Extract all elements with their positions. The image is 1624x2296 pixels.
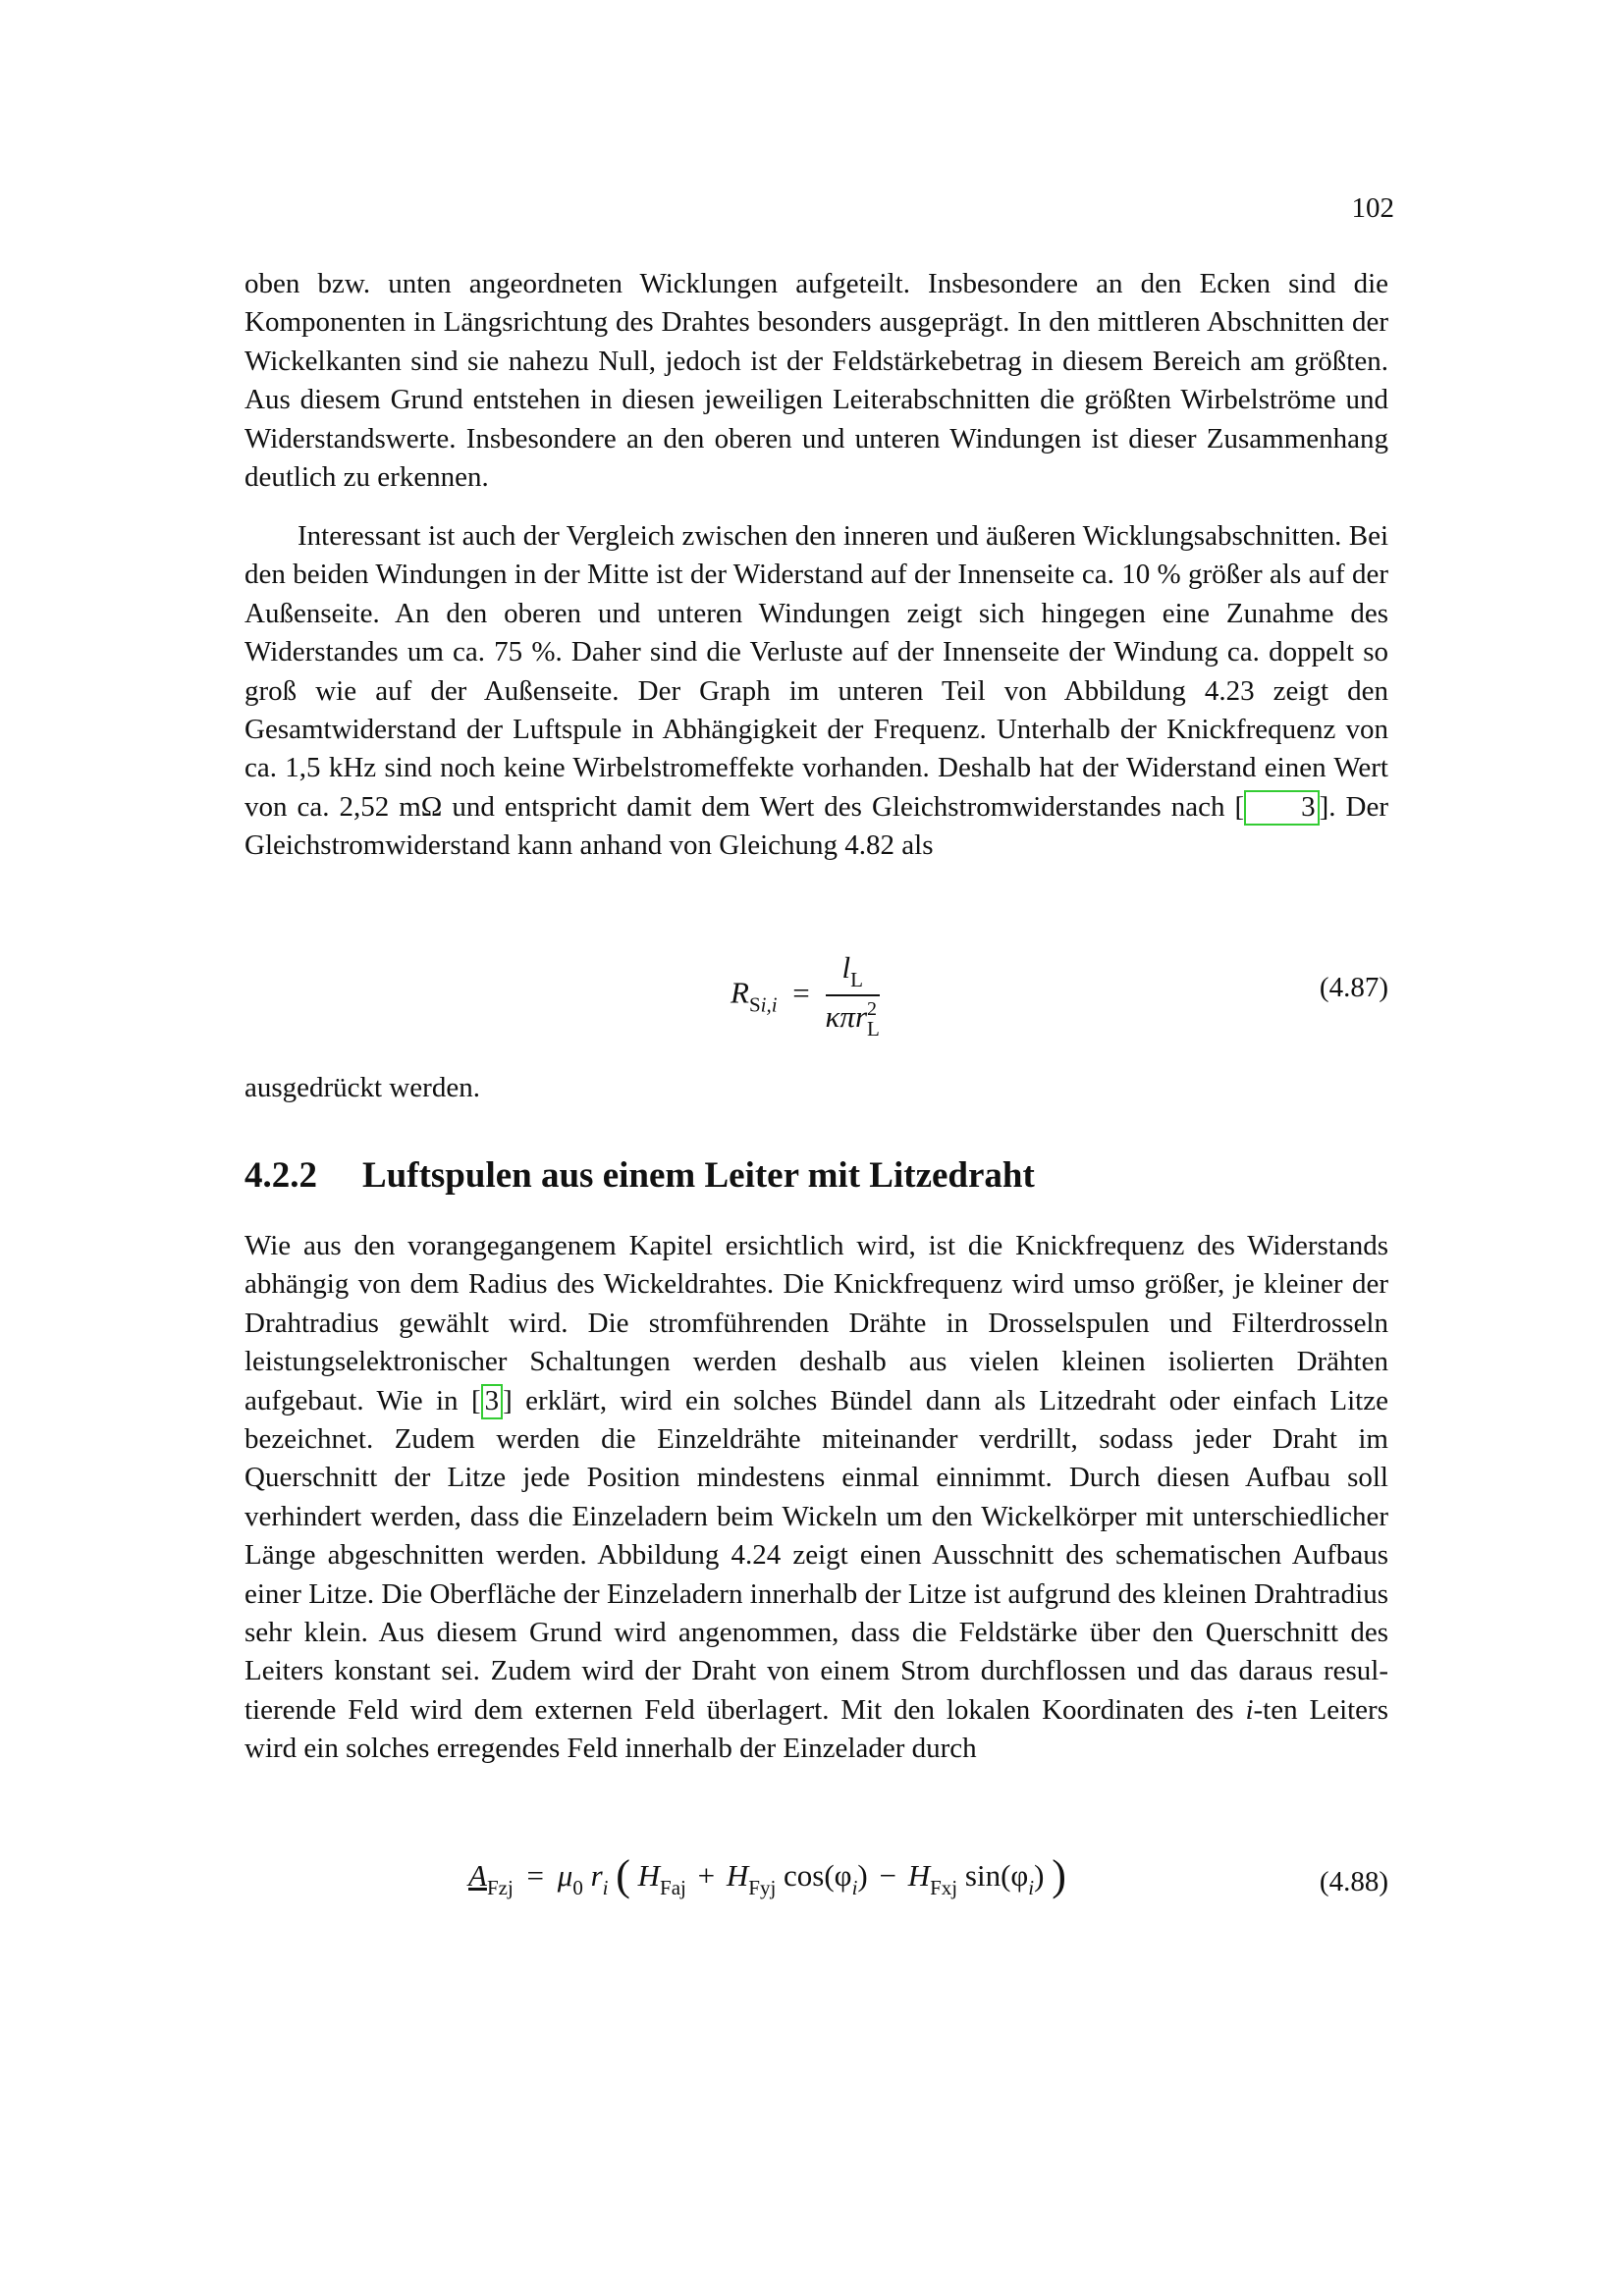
eq488-h1-sub: Faj: [660, 1876, 686, 1899]
eq488-cos-close: ): [857, 1858, 868, 1893]
paragraph-3: ausgedrückt werden.: [244, 1072, 480, 1103]
eq488-sin-sub: i: [1028, 1876, 1035, 1899]
section-heading: [244, 1154, 1035, 1197]
eq488-sin: sin(φ: [964, 1858, 1029, 1893]
citation-link-2[interactable]: 3: [481, 1384, 504, 1419]
eq488-plus: +: [697, 1858, 716, 1893]
eq488-lparen: (: [616, 1851, 630, 1899]
eq487-den-r: r: [854, 999, 868, 1034]
eq487-equals: =: [792, 975, 810, 1010]
eq488-mu-sub: 0: [572, 1876, 583, 1899]
eq488-h2-sub: Fyj: [748, 1876, 777, 1899]
eq488-rparen: ): [1052, 1851, 1066, 1899]
eq487-num-l: l: [841, 950, 851, 985]
eq488-equals: =: [526, 1858, 545, 1893]
paragraph-4-text-c: -ten Leiters wird ein solches erregendes Feld innerhalb der Einzelader durch: [244, 1693, 1388, 1765]
equation-4-88-formula: [468, 1850, 1066, 1900]
eq487-num-sub: L: [850, 968, 863, 991]
paragraph-2: [244, 517, 1388, 866]
eq487-den-sup: 2: [867, 998, 878, 1020]
equation-4-87-number: (4.87): [1319, 972, 1388, 1003]
citation-link[interactable]: 3: [1244, 790, 1320, 826]
paragraph-2-text-a: Interessant ist auch der Vergleich zwischen den inneren und äußeren Wicklungsabschnitten. Bei den beiden Windungen in der Mitte ist der Widerstand auf der Innenseite ca. 10 % größer als auf der Außenseite. An den oberen und unteren Windungen zeigt sich hingegen eine Zunahme des Widerstandes um ca. 75 %. Daher sind die Verluste auf der Innenseite der Windung ca. doppelt so groß wie auf der Außenseite. Der Graph im unteren Teil von Abbildung 4.23 zeigt den Gesamtwiderstand der Luftspule in Abhängigkeit der Frequenz. Unterhalb der Knickfrequenz von ca. 1,5 kHz sind noch keine Wirbelstromeffekte vorhanden. Deshalb hat der Widerstand einen Wert von ca. 2,52 mΩ und entspricht damit dem Wert des Gleichstromwiderstandes nach [: [244, 520, 1388, 823]
eq488-r-sub: i: [602, 1876, 609, 1899]
paragraph-4-text-b: ] erklärt, wird ein solches Bündel dann als Litzedraht oder einfach Litze bezeichnet. Zudem werden die Einzeldrähte miteinander verdrillt, sodass jeder Draht im Querschnitt der Litze jede Position mindestens einmal einnimmt. Durch diesen Aufbau soll verhindert werden, dass die Einzeladern beim Wickeln um den Wickelkörper mit unterschiedlicher Länge abgeschnitten werden. Abbildung 4.24 zeigt einen Ausschnitt des schematischen Aufbaus einer Litze. Die Oberfläche der Einzeladern innerhalb der Litze ist aufgrund des kleinen Drahtradius sehr klein. Aus diesem Grund wird angenommen, dass die Feldstärke über den Querschnitt des Leiters konstant sei. Zudem wird der Draht von einem Strom durchflossen und das daraus resultierende Feld wird dem externen Feld überlagert. Mit den lokalen Koordinaten des: [244, 1384, 1388, 1726]
paragraph-4: [244, 1227, 1388, 1769]
eq488-cos: cos(φ: [784, 1858, 852, 1893]
eq488-h3-sub: Fxj: [930, 1876, 958, 1899]
eq487-lhs-sub-s: S: [748, 992, 761, 1017]
eq487-numerator: [826, 950, 880, 996]
equation-4-87: [244, 950, 1388, 1048]
eq488-mu: μ: [557, 1858, 573, 1893]
paragraph-4-text-a: Wie aus den vorangegangenem Kapitel ersichtlich wird, ist die Knickfrequenz des Widerstands abhängig von dem Radius des Wickeldrahtes. Die Knickfrequenz wird umso größer, je kleiner der Drahtradius gewählt wird. Die stromführenden Drähte in Drosselspulen und Filterdrosseln leistungselektronischer Schaltungen werden deshalb aus vielen kleinen isolierten Drähten aufgebaut. Wie in [: [244, 1230, 1388, 1416]
paragraph-4-italic-i: i: [1245, 1693, 1254, 1726]
eq488-r: r: [590, 1858, 603, 1893]
eq487-lhs-sub: [749, 993, 778, 1017]
eq488-lhs: A: [468, 1858, 487, 1893]
eq488-sin-close: ): [1034, 1858, 1045, 1893]
page-number: 102: [1351, 192, 1394, 224]
eq488-h3: H: [907, 1858, 931, 1893]
paragraph-1: oben bzw. unten angeordneten Wicklungen aufgeteilt. Insbesondere an den Ecken sind die Komponenten in Längsrichtung des Drahtes besonders ausgeprägt. In den mittleren Abschnitten der Wickelkanten sind sie nahezu Null, jedoch ist der Feldstärkebetrag in diesem Bereich am größten. Aus diesem Grund entstehen in diesen jeweiligen Leiterabschnitten die größten Wirbelströme und Widerstandswerte. Insbesondere an den oberen und unteren Windungen ist dieser Zusammenhang deutlich zu erkennen.: [244, 268, 1388, 494]
section-number: 4.2.2: [244, 1155, 317, 1196]
eq488-h2: H: [726, 1858, 749, 1893]
eq487-denominator: [826, 996, 880, 1041]
equation-4-88-number: (4.88): [1319, 1866, 1388, 1897]
paragraph-2-text-b: ]. Der Gleichstromwiderstand kann anhand von Gleichung 4.82 als: [244, 790, 1388, 862]
eq488-h1: H: [637, 1858, 661, 1893]
eq487-den-sub: L: [867, 1017, 880, 1041]
eq488-minus: −: [879, 1858, 896, 1893]
equation-4-88: [244, 1850, 1388, 1919]
equation-4-87-formula: [731, 950, 880, 1041]
eq488-lhs-sub: Fzj: [486, 1876, 514, 1899]
section-title: Luftspulen aus einem Leiter mit Litzedraht: [362, 1155, 1035, 1196]
eq487-lhs-sub-i: i,i: [760, 992, 778, 1017]
eq487-fraction: [826, 950, 880, 1041]
eq487-lhs: R: [731, 975, 749, 1010]
eq487-den-kappa-pi: κπ: [825, 999, 855, 1034]
eq488-cos-sub: i: [851, 1876, 858, 1899]
